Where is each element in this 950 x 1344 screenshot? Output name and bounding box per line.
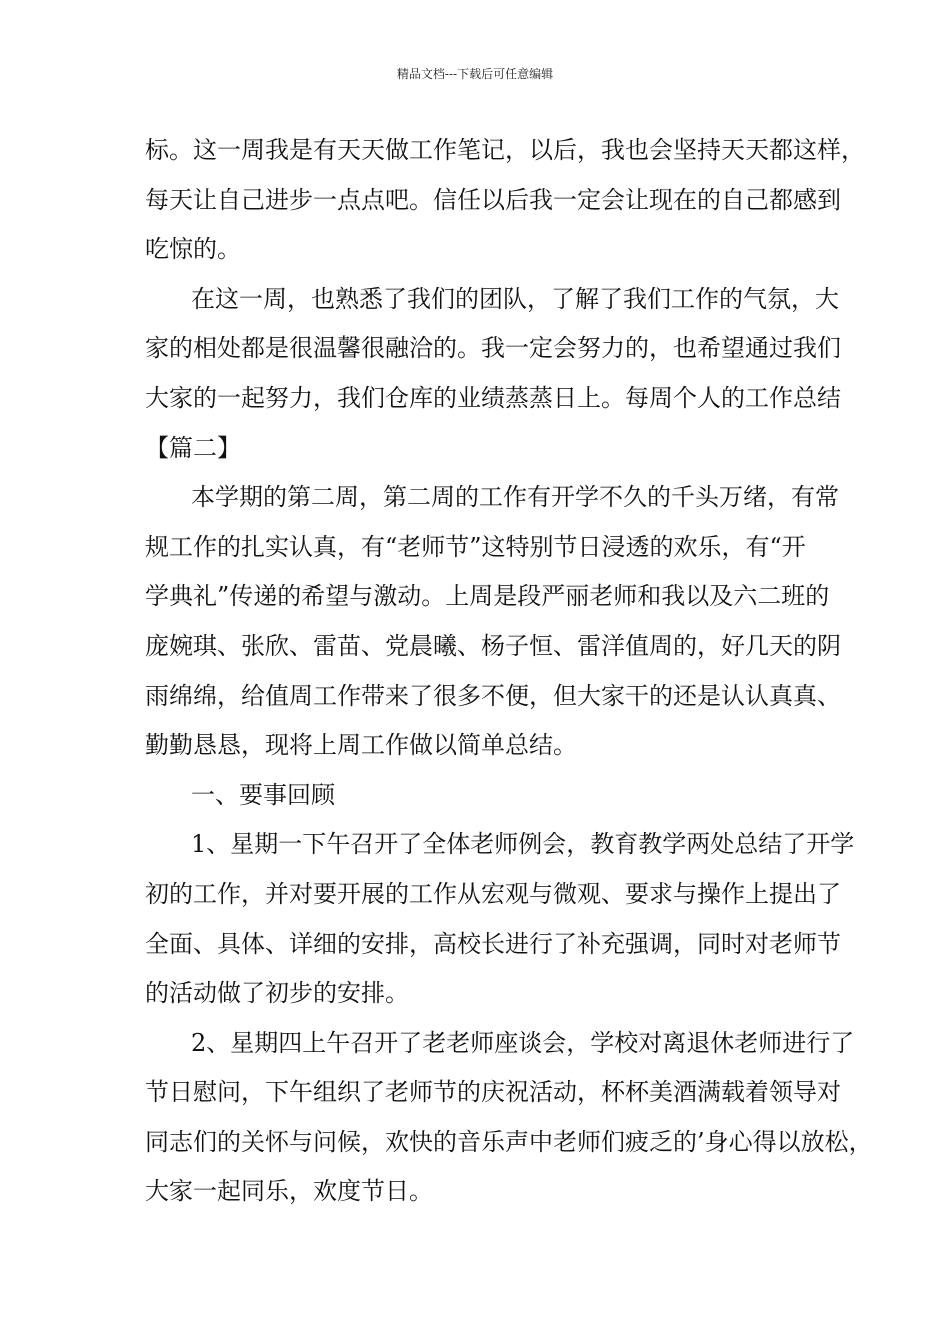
page-header: 精品文档---下载后可任意编辑 (396, 67, 554, 81)
text-line: 学典礼”传递的希望与激动。上周是段严丽老师和我以及六二班的 (145, 582, 830, 611)
text-line: 节日慰问，下午组织了老师节的庆祝活动，杯杯美酒满载着领导对 (145, 1078, 841, 1107)
document-body (145, 126, 873, 1217)
text-line: 吃惊的。 (145, 235, 241, 264)
text-line: 的活动做了初步的安排。 (145, 979, 409, 1008)
text-line: 大家的一起努力，我们仓库的业绩蒸蒸日上。每周个人的工作总结 (145, 383, 841, 412)
list-item-first-line: 1、星期一下午召开了全体老师例会，教育教学两处总结了开学 (191, 830, 855, 859)
list-item-first-line: 2、星期四上午召开了老老师座谈会，学校对离退休老师进行了 (191, 1028, 855, 1057)
text-line: 全面、具体、详细的安排，高校长进行了补充强调，同时对老师节 (145, 929, 841, 958)
text-line: 大家一起同乐，欢度节日。 (145, 1177, 433, 1206)
paragraph-first-line: 在这一周，也熟悉了我们的团队，了解了我们工作的气氛，大 (191, 284, 839, 313)
text-line: 庞婉琪、张欣、雷苗、党晨曦、杨子恒、雷洋值周的，好几天的阴 (145, 631, 841, 660)
text-line: 初的工作，并对要开展的工作从宏观与微观、要求与操作上提出了 (145, 879, 841, 908)
paragraph-first-line: 本学期的第二周，第二周的工作有开学不久的千头万绪，有常 (191, 483, 839, 512)
text-line: 勤勤恳恳，现将上周工作做以简单总结。 (145, 731, 577, 760)
text-line: 规工作的扎实认真，有“老师节”这特别节日浸透的欢乐，有“开 (145, 532, 806, 561)
subsection-heading: 一、要事回顾 (191, 780, 335, 809)
text-line: 同志们的关怀与问候，欢快的音乐声中老师们疲乏的’身心得以放松， (145, 1127, 873, 1156)
text-line: 标。这一周我是有天天做工作笔记，以后，我也会坚持天天都这样， (145, 136, 865, 164)
section-heading: 【篇二】 (145, 433, 241, 462)
text-line: 雨绵绵，给值周工作带来了很多不便，但大家干的还是认认真真、 (145, 681, 841, 710)
text-line: 家的相处都是很温馨很融洽的。我一定会努力的，也希望通过我们 (145, 334, 841, 363)
text-line: 每天让自己进步一点点吧。信任以后我一定会让现在的自己都感到 (145, 185, 841, 214)
